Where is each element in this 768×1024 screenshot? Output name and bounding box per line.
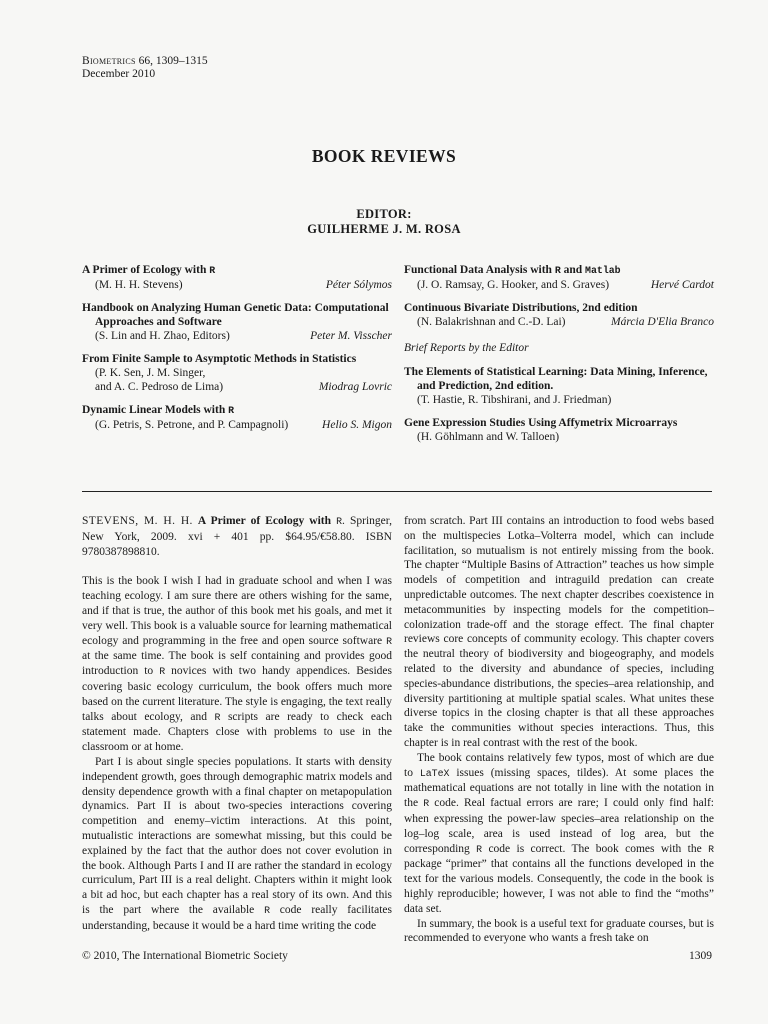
review-author: STEVENS, M. H. H. [82, 515, 193, 527]
toc-entry [82, 403, 392, 432]
text-run: issues (missing spaces, tildes). At some places the mathematical equations are not totally in line with the notation in the [404, 766, 714, 810]
code-R: R [159, 666, 166, 678]
page-title: BOOK REVIEWS [311, 146, 457, 166]
toc-reviewer: Peter M. Visscher [310, 330, 392, 342]
toc-reviewer: Márcia D'Elia Branco [611, 316, 714, 328]
review-paragraph: In summary, the book is a useful text for graduate courses, but is recommended to everyone who wants a fresh take on [404, 917, 714, 945]
review-paragraph: from scratch. Part III contains an introduction to food webs based on the multispecies Lotka–Volterra model, which can include facilitation, so mutualism is not entirely missing from the book. The chapter “Multiple Basins of Attraction” teaches us how simple models of competition and intraguild predation can create unpredictable outcomes. The next chapter describes coexistence in metacommunities by inspecting models for the competition–colonization trade-off and the storage effect. The final chapter reviews core concepts of community ecology. This chapter covers the neutral theory of biodiversity and biogeography, and models related to the diversity and abundance of species, including species-abundance distributions, the species–area relationship, and diversity partitioning at multiple spatial scales. What unites these diverse topics in the closing chapter is that all these approaches take the communities without species interactions. Thus, this chapter is in real contrast with the rest of the book. [404, 515, 714, 749]
editor-label: EDITOR: [356, 207, 412, 221]
journal-header [82, 55, 208, 81]
code-R: R [386, 635, 392, 647]
brief-reports-label: Brief Reports by the Editor [404, 342, 529, 354]
toc-authors: (N. Balakrishnan and C.-D. Lai) [417, 316, 566, 328]
review-book-title: A Primer of Ecology with [197, 515, 332, 527]
toc-title: Continuous Bivariate Distributions, 2nd edition [404, 302, 638, 314]
toc-title: Functional Data Analysis with [404, 264, 552, 276]
code-R: R [214, 711, 221, 723]
review-publisher: . Springer, New York, 2009. xvi + 401 pp. $64.95/€58.80. ISBN 9780387898810. [82, 515, 392, 558]
toc-authors: (T. Hastie, R. Tibshirani, and J. Friedman) [417, 394, 612, 406]
toc-code: Matlab [585, 265, 621, 276]
toc-authors: (J. O. Ramsay, G. Hooker, and S. Graves) [417, 279, 610, 291]
code-R: R [708, 843, 714, 855]
text-run: novices with two handy appendices. Besides covering basic ecology curriculum, the book offers much more based on the current literature. The style is engaging, the text really talks about ecology, and [82, 665, 392, 723]
text-run: Part I is about single species populations. It starts with density independent growth, goes through demographic matrix models and density dependence growth with a final chapter on metapopulation dynamics. Part II is about two-species interactions covering competition and enemy–victim interactions. At this point, mutualistic interactions are somewhat missing, but this could be explained by the fact that the author does not cover evolution in the book. Although Parts I and II are rather the standard in ecology curriculum, Part III is a real delight. Chapters within it might look a bit ad hoc, but each chapter has a real story of its own. And this is the part where the available [82, 755, 392, 916]
toc-title: A Primer of Ecology with [82, 264, 207, 276]
toc-right-column [404, 263, 714, 453]
toc-entry [404, 263, 714, 292]
copyright-footer: © 2010, The International Biometric Society [82, 950, 288, 962]
journal-date: December 2010 [82, 68, 156, 80]
toc-authors: (G. Petris, S. Petrone, and P. Campagnoli) [95, 419, 289, 431]
toc-reviewer: Hervé Cardot [650, 279, 714, 291]
toc-entry [404, 301, 714, 329]
text-run: package “primer” that contains all the functions developed in the text for the various models. Consequently, the code in the book is highly reproducible; however, I was not able to find the “moths” data set. [404, 858, 714, 915]
code-R: R [423, 798, 430, 810]
toc-title: Handbook on Analyzing Human Genetic Data: Computational Approaches and Software [82, 302, 389, 328]
review-column-right [404, 514, 714, 946]
text-run: code. Real factual errors are rare; I could only find half: when expressing the power-law species–area relationship on the log–log scale, area is used instead of log area, but the corresponding [404, 797, 714, 855]
toc-title: From Finite Sample to Asymptotic Methods in Statistics [82, 353, 357, 365]
toc-title: and [563, 264, 583, 276]
review-paragraph [82, 755, 392, 934]
toc-entry [82, 352, 392, 394]
toc-entry [82, 301, 392, 343]
text-run: scripts are ready to check each statement made. Chapters close with problems to use in the classroom or at home. [82, 710, 392, 754]
toc-title: The Elements of Statistical Learning: Data Mining, Inference, and Prediction, 2nd edition. [404, 366, 708, 392]
journal-name: Biometrics [82, 55, 136, 67]
section-divider [82, 491, 712, 492]
toc-code: R [228, 405, 235, 416]
code-R: R [264, 904, 270, 916]
review-paragraph [82, 574, 392, 755]
toc-authors: (H. Göhlmann and W. Talloen) [417, 431, 560, 443]
code-latex: LaTeX [419, 767, 450, 779]
page-number: 1309 [689, 950, 712, 962]
toc-reviewer: Péter Sólymos [325, 279, 392, 291]
text-run: code really facilitates understanding, because it would be a hard time writing the code [82, 903, 392, 932]
review-paragraph [404, 751, 714, 917]
text-run: This is the book I wish I had in graduate school and when I was teaching ecology. I am sure there are others wishing for the same, and if that is true, the author of this book met his goals, and met it very well. This book is a valuable source for learning mathematical ecology and programming in the free and open source software [82, 575, 392, 647]
toc-code: R [554, 265, 561, 276]
toc-entry [404, 416, 714, 444]
review-code: R [336, 516, 343, 527]
toc-reviewer: Helio S. Migon [322, 419, 392, 431]
review-citation [82, 514, 392, 559]
journal-volume: 66, 1309–1315 [138, 55, 208, 67]
toc-left-column [82, 263, 392, 441]
toc-authors: and A. C. Pedroso de Lima) [95, 381, 224, 393]
text-run: at the same time. The book is self containing and provides good introduction to [82, 650, 392, 678]
toc-code: R [209, 265, 216, 276]
editor-name: GUILHERME J. M. ROSA [307, 222, 461, 236]
toc-authors: (M. H. H. Stevens) [95, 279, 183, 291]
editor-block [0, 207, 768, 237]
toc-authors: (P. K. Sen, J. M. Singer, [95, 367, 206, 379]
review-column-left [82, 514, 392, 934]
toc-reviewer: Miodrag Lovric [318, 381, 392, 393]
toc-title: Dynamic Linear Models with [82, 404, 226, 416]
toc-authors: (S. Lin and H. Zhao, Editors) [95, 330, 230, 342]
toc-entry [404, 365, 714, 407]
text-run: code is correct. The book comes with the [482, 842, 709, 855]
code-R: R [476, 843, 483, 855]
text-run: The book contains relatively few typos, most of which are due to [404, 751, 714, 779]
toc-title: Gene Expression Studies Using Affymetrix Microarrays [404, 417, 678, 429]
toc-entry [82, 263, 392, 292]
